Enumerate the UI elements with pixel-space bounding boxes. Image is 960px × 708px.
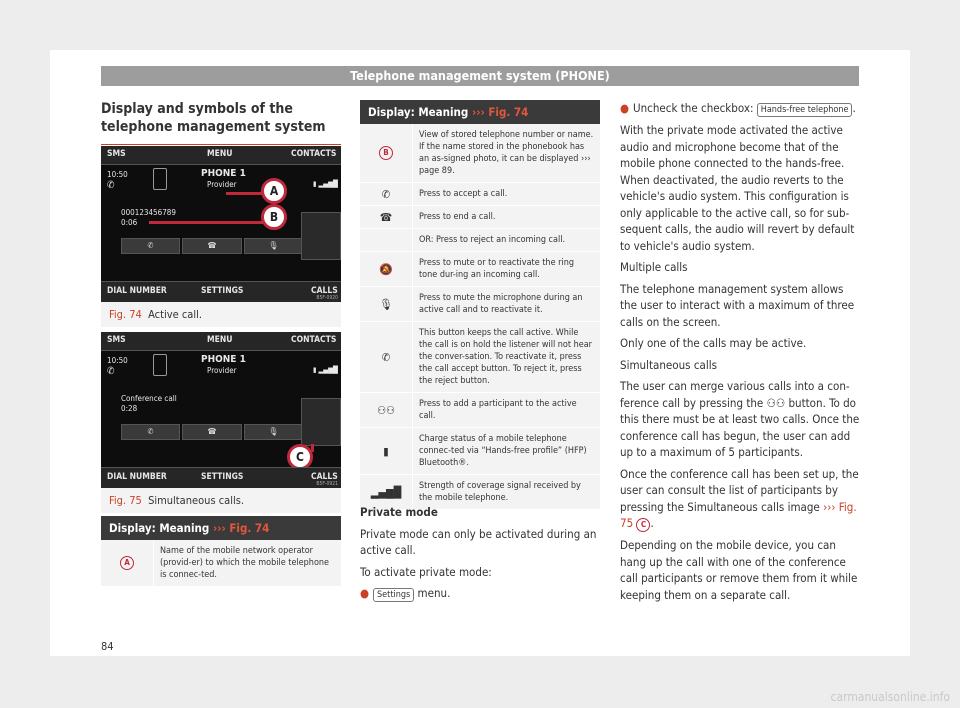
text-part: The user can merge various calls into a con-ference call by pressing the — [620, 379, 850, 410]
table-header-text: Display: Meaning — [368, 105, 469, 119]
device-icon — [153, 354, 167, 376]
private-mode-section — [360, 504, 600, 607]
screen-bottom-bar — [101, 281, 341, 302]
section-title: Display and symbols of the telephone management system — [101, 101, 326, 135]
screen-active-call — [101, 146, 341, 302]
simultaneous-calls-p1 — [620, 378, 860, 461]
bullet-icon: ● — [620, 101, 630, 115]
description-cell: Name of the mobile network operator (provid-er) to which the mobile telephone is connec-ted. — [160, 546, 330, 580]
table-header — [360, 100, 600, 124]
call-duration: 0:28 — [121, 404, 138, 413]
mic-mute-icon: 🎙 — [244, 424, 303, 440]
callout-b-line — [149, 221, 269, 224]
dial-number-label: DIAL NUMBER — [107, 286, 167, 296]
call-buttons — [121, 238, 303, 254]
table-header-ref: ››› Fig. 74 — [212, 521, 270, 535]
bullet-icon: ● — [360, 586, 370, 600]
bullet-text: menu. — [414, 586, 451, 600]
caption-ref: Fig. 74 — [109, 308, 142, 321]
end-call-icon: ☎ — [182, 424, 241, 440]
private-mode-desc: With the private mode activated the active audio and microphone become that of the mobile phone connected to the hands-free. When deactivated, the audio reverts to the vehicle's audio system. This configuration is only applicable to the active call, so for sub-sequent calls, the audio will revert by default to vehicle's audio system. — [620, 123, 855, 253]
table-row — [360, 183, 600, 206]
text-part: button. To do this there must be at least two calls. Once the conference call has begun, the user can add up to a maximum of 5 participants. — [620, 395, 860, 459]
multiple-calls-p2: Only one of the calls may be active. — [620, 336, 807, 350]
simultaneous-calls-p2 — [620, 466, 860, 533]
description-cell: Press to accept a call. — [419, 189, 508, 199]
table-display-a — [101, 516, 341, 587]
bullet-end: . — [852, 101, 856, 115]
table-display-b — [360, 100, 600, 510]
private-mode-bullet — [360, 585, 600, 602]
description-cell: Press to add a participant to the active call. — [419, 399, 577, 421]
text-part: Once the conference call has been set up, the user can consult the list of participants by pressing the Simultaneous calls image — [620, 466, 859, 514]
screen-simultaneous-calls — [101, 332, 341, 488]
table-row — [360, 124, 600, 183]
hold-icon: ✆ — [121, 424, 180, 440]
call-number: 000123456789 — [121, 208, 176, 217]
figure-code: B5F-0921 — [316, 481, 338, 487]
private-mode-title: Private mode — [360, 505, 438, 519]
multiple-calls-title: Multiple calls — [620, 260, 688, 274]
text-part: . — [650, 516, 654, 530]
table-row — [101, 540, 341, 587]
private-mode-p1: Private mode can only be activated during an active call. — [360, 526, 597, 557]
callout-a-line — [226, 192, 266, 195]
figure-75 — [101, 332, 341, 513]
figure-74 — [101, 146, 341, 327]
description-cell: View of stored telephone number or name. If the name stored in the phonebook has an as-signed photo, it can be displayed ››› page 89. — [419, 130, 594, 176]
phone-icon: ✆ — [107, 180, 115, 191]
hands-free-button-label: Hands-free telephone — [757, 103, 853, 117]
call-buttons — [121, 424, 303, 440]
screen-top-bar — [101, 332, 341, 351]
screen-top-bar — [101, 146, 341, 165]
figure-ref: ››› Fig. 75 — [620, 499, 857, 530]
menu-label: MENU — [207, 149, 233, 159]
hold-icon: ✆ — [121, 238, 180, 254]
table-row — [360, 322, 600, 393]
mic-mute-icon: 🎙 — [244, 238, 303, 254]
mic-mute-icon: 🎙 — [360, 287, 413, 321]
watermark: carmanualsonline.info — [830, 690, 950, 704]
table-header-ref: ››› Fig. 74 — [471, 105, 529, 119]
figure-caption — [101, 302, 341, 327]
uncheck-bullet — [620, 100, 860, 117]
table-row — [360, 252, 600, 287]
symbol-cell — [360, 124, 413, 182]
settings-label: SETTINGS — [201, 286, 244, 296]
caption-ref: Fig. 75 — [109, 494, 142, 507]
caption-text: Simultaneous calls. — [148, 494, 245, 507]
callout-b: B — [261, 204, 287, 230]
page-header: Telephone management system (PHONE) — [101, 66, 859, 86]
sms-label: SMS — [107, 149, 126, 159]
callout-c: C — [287, 444, 313, 470]
battery-icon: ▮ — [360, 428, 413, 474]
figure-code: B5F-0920 — [316, 295, 338, 301]
page-number: 84 — [101, 640, 114, 653]
description-cell: This button keeps the call active. While the call is on hold the listener will not hear the conver-sation. To reactivate it, press the call accept button. To reject it, press the reject button. — [419, 328, 593, 386]
caption-text: Active call. — [148, 308, 202, 321]
end-call-icon: ☎ — [182, 238, 241, 254]
add-participant-icon: ⚇⚇ — [360, 393, 413, 427]
contacts-label: CONTACTS — [291, 149, 337, 159]
simultaneous-calls-p3: Depending on the mobile device, you can hang up the call with one of the conference call participants or remove them from it while keeping them on a separate call. — [620, 538, 858, 602]
dial-number-label: DIAL NUMBER — [107, 472, 167, 482]
phone-name: PHONE 1 — [201, 354, 246, 365]
table-row — [360, 229, 600, 252]
sms-label: SMS — [107, 335, 126, 345]
device-icon — [153, 168, 167, 190]
contacts-label: CONTACTS — [291, 335, 337, 345]
avatar — [301, 212, 341, 260]
phone-name: PHONE 1 — [201, 168, 246, 179]
section-heading — [101, 100, 341, 145]
figure-caption — [101, 488, 341, 513]
circle-c: C — [636, 518, 650, 532]
ring-mute-icon: 🔕 — [360, 252, 413, 286]
title-rule — [101, 144, 341, 145]
provider-name: Provider — [207, 180, 237, 189]
simultaneous-calls-title: Simultaneous calls — [620, 357, 718, 372]
table-row — [360, 428, 600, 475]
screen-bottom-bar — [101, 467, 341, 488]
private-mode-p2: To activate private mode: — [360, 564, 492, 579]
phone-icon: ✆ — [107, 366, 115, 377]
table-header-text: Display: Meaning — [109, 521, 210, 535]
description-cell: OR: Press to reject an incoming call. — [419, 235, 566, 245]
calls-label: CALLS — [311, 472, 338, 482]
table-header — [101, 516, 341, 540]
end-icon: ☎ — [360, 206, 413, 228]
table-row — [360, 206, 600, 229]
table-row — [360, 287, 600, 322]
column-3 — [620, 100, 860, 608]
call-name: Conference call — [121, 394, 177, 403]
description-cell: Press to end a call. — [419, 212, 496, 222]
accept-icon: ✆ — [360, 183, 413, 205]
symbol-cell — [101, 540, 154, 586]
description-cell: Strength of coverage signal received by the mobile telephone. — [419, 481, 581, 503]
table-row — [360, 393, 600, 428]
description-cell: Charge status of a mobile telephone connec-ted via “Hands-free profile” (HFP) Bluetooth®. — [419, 434, 587, 468]
avatar-group — [301, 398, 341, 446]
clock: 10:50 — [107, 356, 128, 365]
hold-icon: ✆ — [360, 322, 413, 392]
description-cell: Press to mute the microphone during an active call and to reactivate it. — [419, 293, 583, 315]
calls-label: CALLS — [311, 286, 338, 296]
bullet-text: Uncheck the checkbox: — [633, 101, 757, 115]
clock: 10:50 — [107, 170, 128, 179]
menu-label: MENU — [207, 335, 233, 345]
signal-battery-icon: ▮ ▂▄▆█ — [313, 366, 338, 374]
provider-name: Provider — [207, 366, 237, 375]
description-cell: Press to mute or to reactivate the ring tone dur-ing an incoming call. — [419, 258, 574, 280]
circle-a: A — [120, 556, 134, 570]
settings-label: SETTINGS — [201, 472, 244, 482]
multiple-calls-p1: The telephone management system allows the user to interact with a maximum of three calls on the screen. — [620, 281, 855, 329]
circle-b: B — [379, 146, 393, 160]
add-participant-icon: ⚇⚇ — [766, 395, 786, 410]
settings-button-label: Settings — [373, 588, 414, 602]
signal-battery-icon: ▮ ▂▄▆█ — [313, 180, 338, 188]
callout-a: A — [261, 178, 287, 204]
signal-icon: ▂▄▆█ — [360, 475, 413, 509]
call-duration: 0:06 — [121, 218, 138, 227]
empty-symbol-cell — [360, 229, 413, 251]
